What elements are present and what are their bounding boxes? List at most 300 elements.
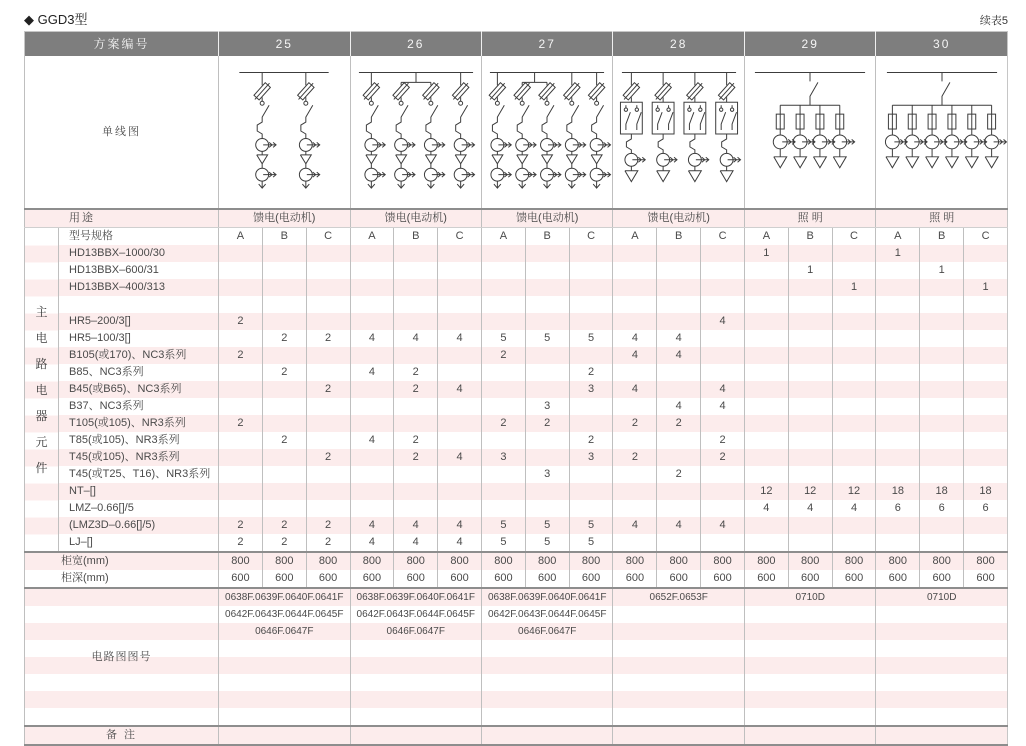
qty-cell bbox=[262, 381, 306, 398]
figure-number-cell bbox=[876, 674, 1008, 691]
qty-cell bbox=[657, 364, 701, 381]
qty-cell bbox=[964, 449, 1008, 466]
qty-cell bbox=[613, 296, 657, 313]
qty-cell bbox=[350, 381, 394, 398]
diagram-cell-28 bbox=[613, 56, 744, 209]
remarks-cell bbox=[876, 726, 1008, 745]
qty-cell bbox=[920, 347, 964, 364]
figure-number-cell bbox=[350, 657, 481, 674]
main-circuit-strip bbox=[25, 228, 59, 553]
remarks-cell bbox=[613, 726, 744, 745]
qty-cell bbox=[569, 500, 613, 517]
qty-cell bbox=[613, 245, 657, 262]
single-line-diagram-27-icon bbox=[482, 56, 612, 208]
figure-number-cell: 0638F.0639F.0640F.0641F bbox=[219, 588, 350, 606]
qty-cell bbox=[306, 347, 350, 364]
qty-cell: 4 bbox=[438, 534, 482, 552]
qty-cell bbox=[744, 534, 788, 552]
qty-cell bbox=[788, 381, 832, 398]
figure-number-cell bbox=[219, 708, 350, 726]
dimension-cell: 800 bbox=[964, 552, 1008, 570]
qty-cell bbox=[306, 500, 350, 517]
figure-number-cell bbox=[219, 657, 350, 674]
dimension-cell: 600 bbox=[964, 570, 1008, 588]
component-row bbox=[25, 432, 1008, 449]
qty-cell bbox=[481, 245, 525, 262]
diagram-cell-30 bbox=[876, 56, 1008, 209]
qty-cell: 4 bbox=[438, 330, 482, 347]
spec-header-row bbox=[25, 228, 1008, 246]
qty-cell: 4 bbox=[350, 517, 394, 534]
qty-cell bbox=[306, 483, 350, 500]
qty-cell bbox=[219, 296, 263, 313]
qty-cell bbox=[613, 279, 657, 296]
qty-cell bbox=[438, 296, 482, 313]
qty-cell: 4 bbox=[438, 381, 482, 398]
component-row bbox=[25, 534, 1008, 552]
figure-number-cell bbox=[744, 623, 875, 640]
qty-cell: 2 bbox=[481, 415, 525, 432]
qty-cell bbox=[613, 534, 657, 552]
qty-cell bbox=[920, 245, 964, 262]
qty-cell bbox=[481, 398, 525, 415]
qty-cell bbox=[788, 296, 832, 313]
qty-cell bbox=[306, 415, 350, 432]
qty-cell: 5 bbox=[569, 517, 613, 534]
qty-cell bbox=[876, 381, 920, 398]
qty-cell: 4 bbox=[701, 381, 745, 398]
qty-cell: 4 bbox=[394, 534, 438, 552]
qty-cell bbox=[876, 262, 920, 279]
cabinet-width-row-label: 柜宽(mm) bbox=[25, 552, 219, 570]
qty-cell bbox=[481, 500, 525, 517]
qty-cell: 12 bbox=[744, 483, 788, 500]
component-label: NT–[] bbox=[59, 483, 219, 500]
qty-cell bbox=[964, 245, 1008, 262]
subcol-c: C bbox=[438, 228, 482, 246]
qty-cell bbox=[350, 347, 394, 364]
qty-cell bbox=[964, 398, 1008, 415]
qty-cell bbox=[657, 534, 701, 552]
dimension-cell: 600 bbox=[306, 570, 350, 588]
subcol-b: B bbox=[920, 228, 964, 246]
figure-number-cell bbox=[350, 674, 481, 691]
figure-section-label: 电路图图号 bbox=[25, 588, 219, 726]
component-label bbox=[59, 296, 219, 313]
qty-cell bbox=[788, 347, 832, 364]
figure-number-cell bbox=[876, 623, 1008, 640]
qty-cell: 2 bbox=[569, 364, 613, 381]
subcol-c: C bbox=[306, 228, 350, 246]
qty-cell bbox=[306, 398, 350, 415]
qty-cell bbox=[744, 398, 788, 415]
qty-cell bbox=[701, 364, 745, 381]
dimension-cell: 600 bbox=[438, 570, 482, 588]
qty-cell bbox=[569, 296, 613, 313]
single-line-diagram-30-icon bbox=[877, 56, 1007, 208]
qty-cell bbox=[701, 500, 745, 517]
qty-cell bbox=[788, 364, 832, 381]
qty-cell bbox=[525, 245, 569, 262]
qty-cell bbox=[876, 364, 920, 381]
qty-cell bbox=[788, 398, 832, 415]
qty-cell bbox=[481, 432, 525, 449]
qty-cell: 4 bbox=[657, 347, 701, 364]
qty-cell bbox=[481, 279, 525, 296]
figure-number-cell bbox=[744, 640, 875, 657]
figure-number-cell bbox=[219, 674, 350, 691]
qty-cell: 2 bbox=[657, 415, 701, 432]
qty-cell: 2 bbox=[481, 347, 525, 364]
qty-cell: 4 bbox=[788, 500, 832, 517]
qty-cell bbox=[701, 466, 745, 483]
dimension-cell: 800 bbox=[701, 552, 745, 570]
qty-cell: 2 bbox=[394, 364, 438, 381]
qty-cell bbox=[964, 364, 1008, 381]
dimension-cell: 800 bbox=[876, 552, 920, 570]
strip-char: 器 bbox=[35, 408, 48, 423]
qty-cell: 4 bbox=[613, 347, 657, 364]
qty-cell bbox=[525, 262, 569, 279]
qty-cell bbox=[788, 449, 832, 466]
qty-cell: 4 bbox=[613, 517, 657, 534]
qty-cell: 2 bbox=[306, 517, 350, 534]
component-row bbox=[25, 262, 1008, 279]
qty-cell bbox=[481, 296, 525, 313]
subcol-b: B bbox=[394, 228, 438, 246]
figure-number-cell: 0642F.0643F.0644F.0645F bbox=[350, 606, 481, 623]
figure-number-cell bbox=[350, 708, 481, 726]
dimension-cell: 800 bbox=[525, 552, 569, 570]
subcol-b: B bbox=[525, 228, 569, 246]
component-label: T45(或105)、NR3系列 bbox=[59, 449, 219, 466]
qty-cell bbox=[438, 313, 482, 330]
component-row bbox=[25, 449, 1008, 466]
component-label: (LMZ3D–0.66[]/5) bbox=[59, 517, 219, 534]
component-row bbox=[25, 313, 1008, 330]
qty-cell bbox=[219, 381, 263, 398]
qty-cell: 4 bbox=[350, 364, 394, 381]
qty-cell bbox=[219, 449, 263, 466]
qty-cell bbox=[525, 347, 569, 364]
dimension-cell: 600 bbox=[525, 570, 569, 588]
usage-value-27: 馈电(电动机) bbox=[481, 209, 612, 228]
subcol-c: C bbox=[701, 228, 745, 246]
qty-cell: 4 bbox=[657, 517, 701, 534]
qty-cell bbox=[219, 466, 263, 483]
qty-cell: 2 bbox=[306, 534, 350, 552]
qty-cell bbox=[832, 534, 876, 552]
qty-cell bbox=[306, 432, 350, 449]
scheme-27-header: 27 bbox=[481, 32, 612, 57]
qty-cell bbox=[350, 500, 394, 517]
qty-cell bbox=[788, 415, 832, 432]
dimension-cell: 800 bbox=[613, 552, 657, 570]
qty-cell bbox=[744, 313, 788, 330]
qty-cell bbox=[525, 432, 569, 449]
qty-cell bbox=[744, 432, 788, 449]
qty-cell bbox=[394, 279, 438, 296]
qty-cell bbox=[964, 415, 1008, 432]
qty-cell bbox=[701, 415, 745, 432]
qty-cell bbox=[613, 398, 657, 415]
component-row bbox=[25, 517, 1008, 534]
strip-char: 电 bbox=[35, 330, 48, 345]
component-row bbox=[25, 347, 1008, 364]
qty-cell bbox=[525, 364, 569, 381]
dimension-cell: 800 bbox=[569, 552, 613, 570]
single-line-diagram-26-icon bbox=[351, 56, 481, 208]
qty-cell: 3 bbox=[481, 449, 525, 466]
qty-cell bbox=[262, 262, 306, 279]
subcol-b: B bbox=[262, 228, 306, 246]
qty-cell bbox=[657, 262, 701, 279]
qty-cell bbox=[876, 449, 920, 466]
qty-cell: 2 bbox=[219, 347, 263, 364]
qty-cell: 1 bbox=[920, 262, 964, 279]
scheme-29-header: 29 bbox=[744, 32, 875, 57]
figure-number-cell bbox=[613, 606, 744, 623]
qty-cell bbox=[262, 245, 306, 262]
component-row bbox=[25, 466, 1008, 483]
qty-cell: 2 bbox=[657, 466, 701, 483]
qty-cell bbox=[920, 415, 964, 432]
figure-number-cell bbox=[613, 623, 744, 640]
figure-number-cell bbox=[219, 691, 350, 708]
component-row bbox=[25, 415, 1008, 432]
qty-cell bbox=[788, 245, 832, 262]
figure-number-cell: 0638F.0639F.0640F.0641F bbox=[481, 588, 612, 606]
qty-cell bbox=[832, 347, 876, 364]
qty-cell bbox=[964, 347, 1008, 364]
figure-number-cell bbox=[350, 691, 481, 708]
qty-cell bbox=[920, 364, 964, 381]
qty-cell bbox=[920, 449, 964, 466]
qty-cell: 2 bbox=[306, 330, 350, 347]
dimension-cell: 800 bbox=[438, 552, 482, 570]
qty-cell bbox=[920, 279, 964, 296]
scheme-26-header: 26 bbox=[350, 32, 481, 57]
subcol-c: C bbox=[964, 228, 1008, 246]
qty-cell bbox=[657, 313, 701, 330]
qty-cell bbox=[920, 313, 964, 330]
dimension-cell: 600 bbox=[876, 570, 920, 588]
qty-cell bbox=[262, 415, 306, 432]
qty-cell bbox=[744, 279, 788, 296]
figure-number-cell bbox=[219, 640, 350, 657]
dimension-cell: 600 bbox=[569, 570, 613, 588]
qty-cell: 18 bbox=[920, 483, 964, 500]
qty-cell bbox=[744, 517, 788, 534]
qty-cell bbox=[350, 483, 394, 500]
subcol-a: A bbox=[219, 228, 263, 246]
dimension-cell: 600 bbox=[744, 570, 788, 588]
figure-number-cell bbox=[744, 674, 875, 691]
qty-cell: 2 bbox=[262, 534, 306, 552]
qty-cell: 4 bbox=[832, 500, 876, 517]
dimension-cell: 800 bbox=[832, 552, 876, 570]
qty-cell: 2 bbox=[613, 449, 657, 466]
qty-cell bbox=[744, 364, 788, 381]
qty-cell bbox=[964, 432, 1008, 449]
qty-cell bbox=[832, 364, 876, 381]
qty-cell bbox=[219, 279, 263, 296]
remarks-cell bbox=[219, 726, 350, 745]
qty-cell bbox=[481, 364, 525, 381]
qty-cell: 5 bbox=[569, 330, 613, 347]
remarks-cell bbox=[350, 726, 481, 745]
figure-row bbox=[25, 588, 1008, 606]
component-label: HR5–100/3[] bbox=[59, 330, 219, 347]
dimension-cell: 600 bbox=[219, 570, 263, 588]
qty-cell: 6 bbox=[920, 500, 964, 517]
subcol-a: A bbox=[350, 228, 394, 246]
subcol-c: C bbox=[569, 228, 613, 246]
qty-cell bbox=[744, 347, 788, 364]
dimension-cell: 600 bbox=[701, 570, 745, 588]
qty-cell: 4 bbox=[394, 330, 438, 347]
remarks-row bbox=[25, 726, 1008, 745]
qty-cell bbox=[744, 381, 788, 398]
qty-cell bbox=[613, 466, 657, 483]
figure-number-cell bbox=[744, 606, 875, 623]
qty-cell bbox=[920, 534, 964, 552]
qty-cell bbox=[788, 330, 832, 347]
diagram-cell-29 bbox=[744, 56, 875, 209]
qty-cell bbox=[920, 432, 964, 449]
qty-cell bbox=[262, 466, 306, 483]
figure-number-cell bbox=[744, 708, 875, 726]
qty-cell bbox=[262, 398, 306, 415]
figure-number-cell bbox=[481, 708, 612, 726]
qty-cell bbox=[569, 398, 613, 415]
qty-cell: 4 bbox=[701, 398, 745, 415]
component-label: HD13BBX–600/31 bbox=[59, 262, 219, 279]
qty-cell bbox=[613, 313, 657, 330]
figure-number-cell bbox=[481, 674, 612, 691]
qty-cell bbox=[306, 296, 350, 313]
component-row bbox=[25, 398, 1008, 415]
qty-cell bbox=[788, 534, 832, 552]
qty-cell: 5 bbox=[569, 534, 613, 552]
qty-cell bbox=[701, 245, 745, 262]
qty-cell: 5 bbox=[525, 330, 569, 347]
qty-cell: 2 bbox=[525, 415, 569, 432]
component-label: HD13BBX–1000/30 bbox=[59, 245, 219, 262]
qty-cell: 2 bbox=[219, 313, 263, 330]
component-label: LJ–[] bbox=[59, 534, 219, 552]
cabinet-depth-row bbox=[25, 570, 1008, 588]
title-bar bbox=[24, 6, 1008, 28]
qty-cell bbox=[438, 364, 482, 381]
qty-cell: 4 bbox=[438, 517, 482, 534]
qty-cell bbox=[832, 432, 876, 449]
qty-cell bbox=[876, 398, 920, 415]
qty-cell bbox=[876, 279, 920, 296]
qty-cell bbox=[744, 466, 788, 483]
qty-cell bbox=[481, 381, 525, 398]
qty-cell bbox=[306, 279, 350, 296]
figure-number-cell bbox=[876, 657, 1008, 674]
dimension-cell: 800 bbox=[219, 552, 263, 570]
qty-cell bbox=[832, 466, 876, 483]
component-row bbox=[25, 279, 1008, 296]
qty-cell bbox=[876, 466, 920, 483]
qty-cell: 2 bbox=[306, 449, 350, 466]
qty-cell: 4 bbox=[744, 500, 788, 517]
qty-cell bbox=[262, 347, 306, 364]
qty-cell bbox=[438, 262, 482, 279]
qty-cell bbox=[832, 262, 876, 279]
qty-cell bbox=[964, 330, 1008, 347]
strip-char: 路 bbox=[35, 356, 48, 371]
qty-cell: 3 bbox=[525, 398, 569, 415]
qty-cell bbox=[350, 449, 394, 466]
qty-cell bbox=[701, 330, 745, 347]
subcol-b: B bbox=[657, 228, 701, 246]
usage-value-26: 馈电(电动机) bbox=[350, 209, 481, 228]
dimension-cell: 600 bbox=[788, 570, 832, 588]
qty-cell bbox=[350, 296, 394, 313]
qty-cell bbox=[613, 432, 657, 449]
qty-cell bbox=[350, 245, 394, 262]
dimension-cell: 600 bbox=[262, 570, 306, 588]
scheme-30-header: 30 bbox=[876, 32, 1008, 57]
scheme-number-header: 方案编号 bbox=[25, 32, 219, 57]
qty-cell: 2 bbox=[219, 517, 263, 534]
dimension-cell: 800 bbox=[394, 552, 438, 570]
qty-cell: 2 bbox=[394, 381, 438, 398]
figure-number-cell: 0646F.0647F bbox=[481, 623, 612, 640]
subcol-c: C bbox=[832, 228, 876, 246]
dimension-cell: 800 bbox=[481, 552, 525, 570]
component-label: T105(或105)、NR3系列 bbox=[59, 415, 219, 432]
cabinet-width-row bbox=[25, 552, 1008, 570]
qty-cell bbox=[569, 313, 613, 330]
qty-cell bbox=[262, 483, 306, 500]
qty-cell bbox=[525, 449, 569, 466]
dimension-cell: 600 bbox=[481, 570, 525, 588]
dimension-cell: 600 bbox=[832, 570, 876, 588]
qty-cell bbox=[569, 279, 613, 296]
qty-cell bbox=[350, 466, 394, 483]
qty-cell: 2 bbox=[394, 432, 438, 449]
qty-cell bbox=[525, 483, 569, 500]
qty-cell bbox=[350, 313, 394, 330]
main-circuit-strip-text bbox=[25, 299, 58, 481]
dimension-cell: 800 bbox=[657, 552, 701, 570]
component-row bbox=[25, 483, 1008, 500]
qty-cell: 6 bbox=[876, 500, 920, 517]
qty-cell bbox=[438, 466, 482, 483]
qty-cell: 5 bbox=[525, 534, 569, 552]
usage-row-label: 用途 bbox=[25, 209, 219, 228]
qty-cell bbox=[262, 500, 306, 517]
figure-number-cell bbox=[744, 657, 875, 674]
qty-cell: 4 bbox=[350, 432, 394, 449]
qty-cell bbox=[920, 398, 964, 415]
qty-cell bbox=[876, 432, 920, 449]
qty-cell bbox=[219, 245, 263, 262]
qty-cell bbox=[306, 466, 350, 483]
qty-cell bbox=[788, 279, 832, 296]
qty-cell: 3 bbox=[525, 466, 569, 483]
subcol-a: A bbox=[744, 228, 788, 246]
qty-cell bbox=[744, 449, 788, 466]
qty-cell: 18 bbox=[876, 483, 920, 500]
single-line-diagram-25-icon bbox=[219, 56, 349, 208]
component-label: T85(或105)、NR3系列 bbox=[59, 432, 219, 449]
